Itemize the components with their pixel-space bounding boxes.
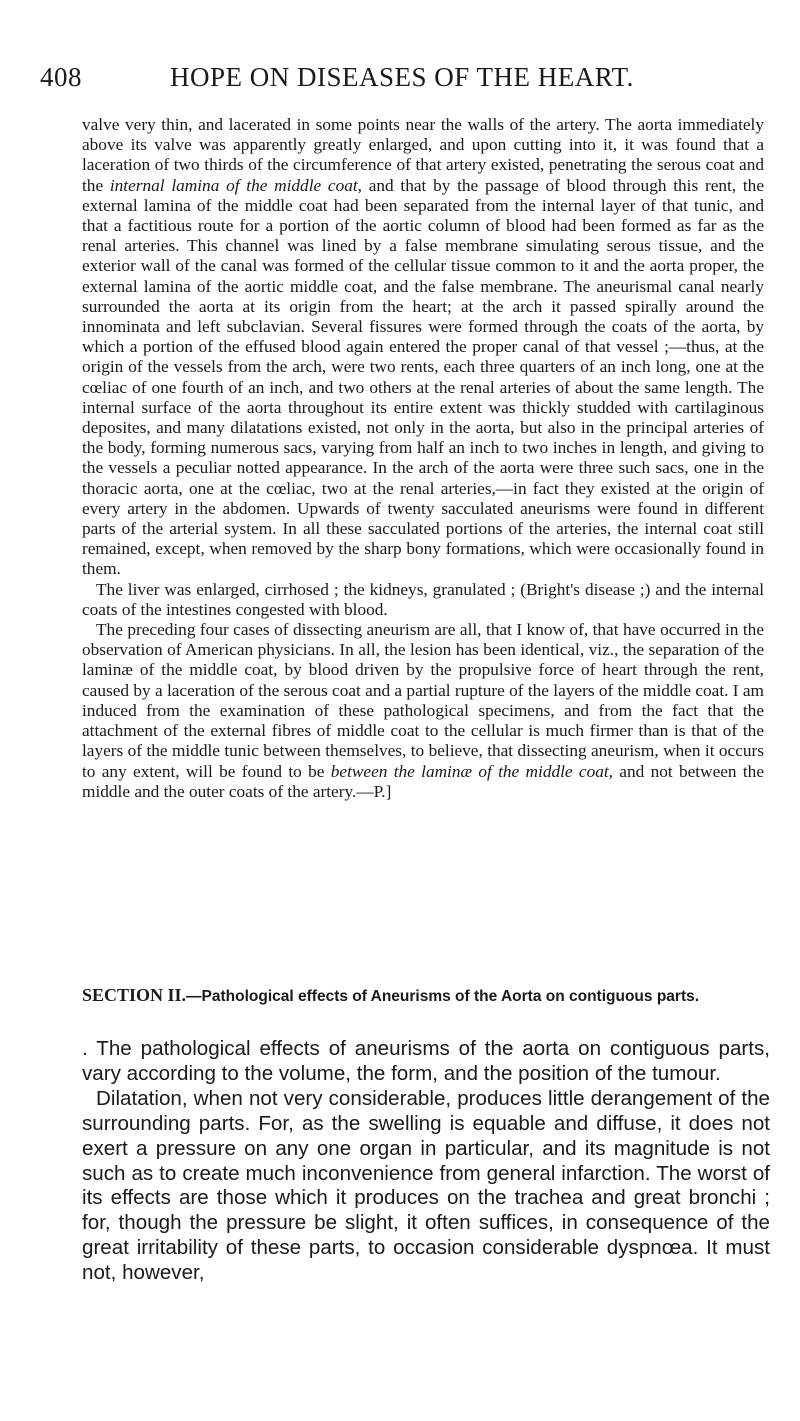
section-number: SECTION II. [82,985,187,1005]
page-header [40,60,760,100]
paragraph: . The pathological effects of aneurisms of the aorta on contiguous parts, vary according to the volume, the form, and the position of the tumour. [82,1037,770,1085]
italic-phrase: between the laminæ of the middle coat, [330,761,613,781]
paragraph: valve very thin, and lacerated in some points near the walls of the artery. The aorta immediately above its valve was apparently greatly enlarged, and upon cutting into it, it was found that a laceration of two thirds of the circumference of that artery existed, penetrating the serous coat and the internal lamina of the middle coat, and that by the passage of blood through this rent, the external lamina of the middle coat had been separated from the internal layer of that tunic, and that a factitious route for a portion of the aortic column of blood had been formed as far as the renal arteries. This channel was lined by a false membrane simulating serous tissue, and the exterior wall of the canal was formed of the cellular tissue common to it and the aorta proper, the external lamina of the aortic middle coat, and the false membrane. The aneurismal canal nearly surrounded the aorta at its origin from the heart; at the arch it passed spirally around the innominata and left subclavian. Several fissures were formed through the coats of the aorta, by which a portion of the effused blood again entered the proper canal of that vessel ;—thus, at the origin of the vessels from the arch, were two rents, each three quarters of an inch long, one at the cœliac of one fourth of an inch, and two others at the renal arteries of about the same length. The internal surface of the aorta throughout its entire extent was thickly studded with cartilaginous deposites, and many dilatations existed, not only in the aorta, but also in the principal arteries of the body, forming numerous sacs, varying from half an inch to two inches in length, and giving to the vessels a peculiar notted appearance. In the arch of the aorta were three such sacs, one in the thoracic aorta, one at the cœliac, two at the renal arteries,—in fact they existed at the origin of every artery in the abdomen. Upwards of twenty sacculated aneurisms were found in different parts of the arterial system. In all these sacculated portions of the arteries, the internal coat still remained, except, when removed by the sharp bony formations, which were occasionally found in them. [82,115,764,579]
italic-phrase: internal lamina of the middle coat, [109,175,362,195]
running-head: HOPE ON DISEASES OF THE HEART. [170,62,634,92]
section-heading [82,985,772,1006]
paragraph: The preceding four cases of dissecting aneurism are all, that I know of, that have occurred in the observation of American physicians. In all, the lesion has been identical, viz., the separation of the laminæ of the middle coat, by blood driven by the propulsive force of heart through the rent, caused by a laceration of the serous coat and a partial rupture of the layers of the middle coat. I am induced from the examination of these pathological specimens, and from the fact that the attachment of the external fibres of middle coat to the cellular is much firmer than is that of the layers of the middle tunic between themselves, to believe, that dissecting aneurism, when it occurs to any extent, will be found to be between the laminæ of the middle coat, and not between the middle and the outer coats of the artery.—P.] [82,620,764,801]
body-text [82,115,764,802]
paragraph: Dilatation, when not very considerable, produces little derangement of the surrounding parts. For, as the swelling is equable and diffuse, it does not exert a pressure on any one organ in particular, and its magnitude is not such as to create much inconvenience from general infarction. The worst of its effects are those which it produces on the trachea and great bronchi ; for, though the pressure be slight, it often suffices, in consequence of the great irritability of these parts, to occasion considerable dyspnœa. It must not, however, [82,1086,770,1285]
page-number: 408 [40,62,82,92]
paragraph: The liver was enlarged, cirrhosed ; the kidneys, granulated ; (Bright's disease ;) and the internal coats of the intestines congested with blood. [82,579,764,619]
section-body [82,1037,770,1286]
section-title: —Pathological effects of Aneurisms of the Aorta on contiguous parts. [186,988,700,1005]
